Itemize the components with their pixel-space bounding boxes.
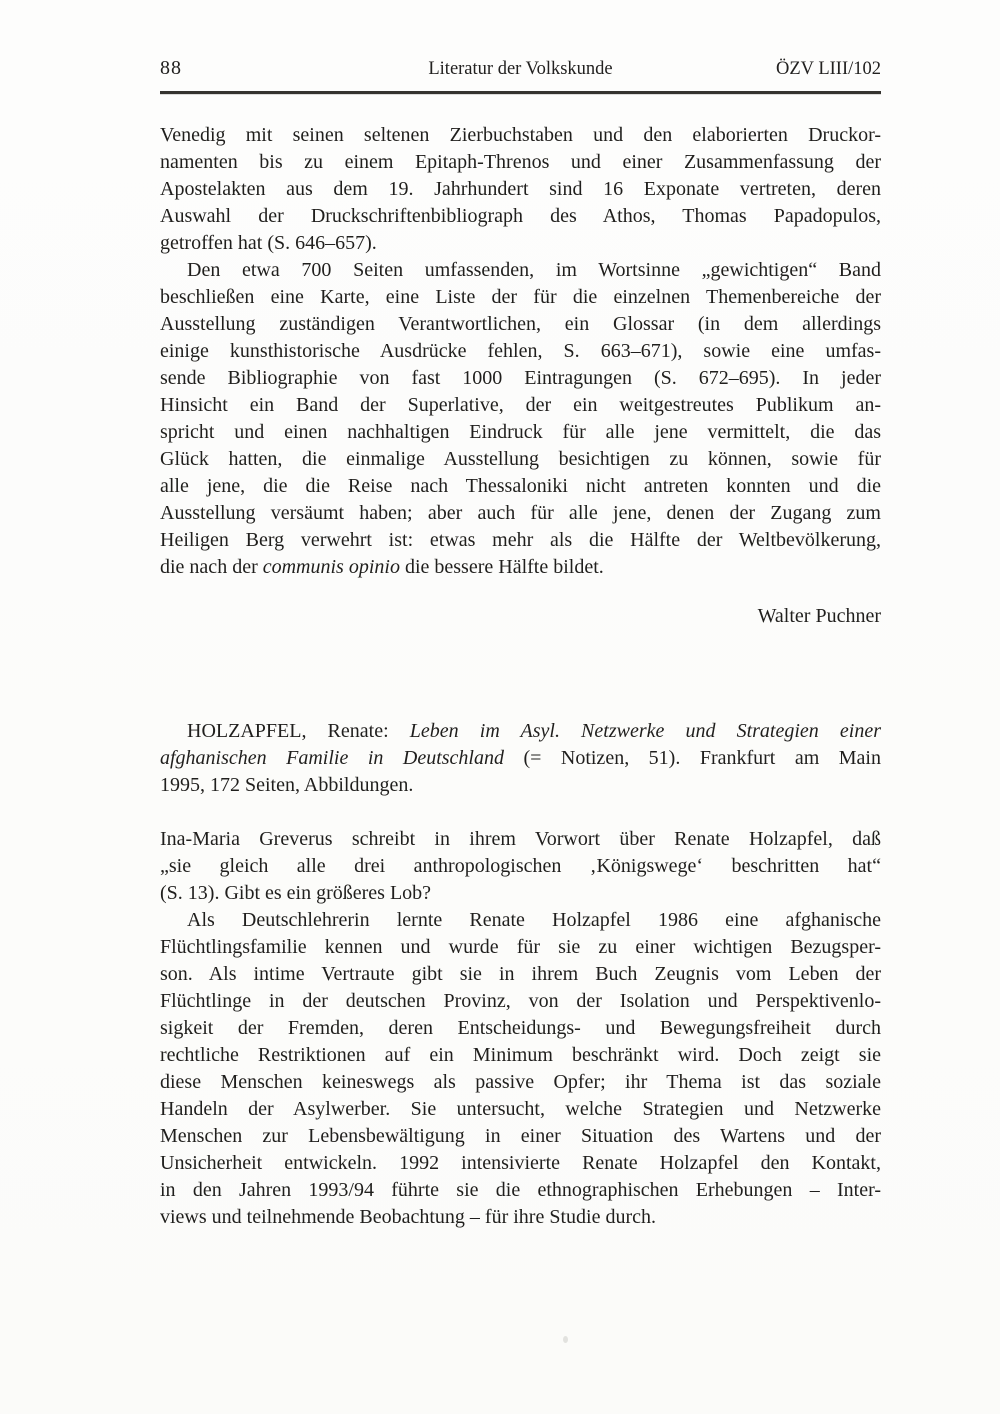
- text-line: [160, 1123, 881, 1150]
- review-intro: [160, 826, 881, 907]
- text-line: [160, 603, 881, 630]
- text-segment: beschließen eine Karte, eine Liste der für die einzelnen Themenbereiche der: [160, 285, 881, 308]
- text-segment: Apostelakten aus dem 19. Jahrhundert sind 16 Exponate vertreten, deren: [160, 177, 881, 200]
- text-segment: Flüchtlingsfamilie kennen und wurde für sie zu einer wichtigen Bezugsper-: [160, 935, 881, 958]
- running-title: Literatur der Volkskunde: [428, 59, 613, 79]
- page-header: [160, 56, 881, 80]
- text-line: [160, 1204, 881, 1231]
- text-line: [160, 907, 881, 934]
- text-segment: Unsicherheit entwickeln. 1992 intensivierte Renate Holzapfel den Kontakt,: [160, 1151, 881, 1174]
- text-segment: (= Notizen, 51). Frankfurt am Main: [503, 746, 881, 769]
- text-line: [160, 718, 881, 745]
- text-segment: sende Bibliographie von fast 1000 Eintragungen (S. 672–695). In jeder: [160, 366, 881, 389]
- text-line: [160, 826, 881, 853]
- text-line: [160, 500, 881, 527]
- text-segment: die nach der: [160, 555, 263, 578]
- text-line: [160, 149, 881, 176]
- text-line: [160, 1177, 881, 1204]
- text-line: [160, 392, 881, 419]
- text-segment: diese Menschen keineswegs als passive Opfer; ihr Thema ist das soziale: [160, 1070, 881, 1093]
- text-segment: son. Als intime Vertraute gibt sie in ihrem Buch Zeugnis vom Leben der: [160, 962, 881, 985]
- journal-reference: ÖZV LIII/102: [776, 59, 881, 79]
- text-line: [160, 338, 881, 365]
- italic-text-segment: afghanischen Familie in Deutschland: [160, 746, 504, 769]
- text-line: [160, 961, 881, 988]
- text-line: [160, 311, 881, 338]
- text-segment: 1995, 172 Seiten, Abbildungen.: [160, 773, 414, 796]
- text-line: [160, 365, 881, 392]
- text-line: [160, 419, 881, 446]
- text-segment: Heiligen Berg verwehrt ist: etwas mehr als die Hälfte der Weltbevölkerung,: [160, 528, 881, 551]
- text-segment: Ina-Maria Greverus schreibt in ihrem Vorwort über Renate Holzapfel, daß: [160, 827, 881, 850]
- text-segment: Walter Puchner: [757, 604, 881, 627]
- italic-text-segment: Leben im Asyl. Netzwerke und Strategien einer: [409, 719, 882, 742]
- text-segment: die bessere Hälfte bildet.: [399, 555, 604, 578]
- text-line: [160, 176, 881, 203]
- text-line: [160, 203, 881, 230]
- text-segment: Flüchtlinge in der deutschen Provinz, von der Isolation und Perspektivenlo-: [160, 989, 881, 1012]
- entry-holzapfel: [160, 718, 881, 799]
- text-line: [160, 1015, 881, 1042]
- text-column: [160, 56, 881, 1231]
- text-line: [160, 122, 881, 149]
- text-segment: „sie gleich alle drei anthropologischen ‚Königswege‘ beschritten hat“: [160, 854, 881, 877]
- text-line: [160, 880, 881, 907]
- text-segment: in den Jahren 1993/94 führte sie die ethnographischen Erhebungen – Inter-: [160, 1178, 881, 1201]
- text-segment: Glück hatten, die einmalige Ausstellung besichtigen zu können, sowie für: [160, 447, 881, 470]
- paragraph-venedig: [160, 122, 881, 257]
- review-main: [160, 907, 881, 1231]
- text-segment: HOLZAPFEL, Renate:: [187, 719, 410, 742]
- text-segment: einige kunsthistorische Ausdrücke fehlen, S. 663–671), sowie eine umfas-: [160, 339, 881, 362]
- page-body: [160, 122, 881, 1231]
- text-line: [160, 853, 881, 880]
- text-segment: Venedig mit seinen seltenen Zierbuchstaben und den elaborierten Druckor-: [160, 123, 881, 146]
- text-line: [160, 230, 881, 257]
- text-segment: Auswahl der Druckschriftenbibliograph des Athos, Thomas Papadopulos,: [160, 204, 881, 227]
- text-line: [160, 1096, 881, 1123]
- text-segment: alle jene, die die Reise nach Thessaloniki nicht antreten konnten und die: [160, 474, 881, 497]
- text-segment: Handeln der Asylwerber. Sie untersucht, welche Strategien und Netzwerke: [160, 1097, 881, 1120]
- text-line: [160, 284, 881, 311]
- italic-text-segment: communis opinio: [262, 555, 400, 578]
- text-line: [160, 1042, 881, 1069]
- text-line: [160, 934, 881, 961]
- paragraph-den-etwa: [160, 257, 881, 581]
- text-segment: Menschen zur Lebensbewältigung in einer Situation des Wartens und der: [160, 1124, 881, 1147]
- text-segment: sigkeit der Fremden, deren Entscheidungs- und Bewegungsfreiheit durch: [160, 1016, 881, 1039]
- text-segment: Hinsicht ein Band der Superlative, der ein weitgestreutes Publikum an-: [160, 393, 881, 416]
- text-segment: Den etwa 700 Seiten umfassenden, im Wortsinne „gewichtigen“ Band: [187, 258, 881, 281]
- text-segment: (S. 13). Gibt es ein größeres Lob?: [160, 881, 432, 904]
- text-segment: getroffen hat (S. 646–657).: [160, 231, 377, 254]
- text-line: [160, 1069, 881, 1096]
- header-rule: [160, 91, 881, 94]
- text-segment: rechtliche Restriktionen auf ein Minimum beschränkt wird. Doch zeigt sie: [160, 1043, 881, 1066]
- text-line: [160, 745, 881, 772]
- text-line: [160, 257, 881, 284]
- signature: [160, 603, 881, 630]
- text-segment: namenten bis zu einem Epitaph-Threnos und einer Zusammenfassung der: [160, 150, 881, 173]
- page-number: 88: [160, 57, 182, 79]
- text-line: [160, 527, 881, 554]
- text-line: [160, 988, 881, 1015]
- scan-artifact: [563, 1336, 568, 1343]
- text-segment: Als Deutschlehrerin lernte Renate Holzapfel 1986 eine afghanische: [187, 908, 881, 931]
- text-segment: views und teilnehmende Beobachtung – für ihre Studie durch.: [160, 1205, 656, 1228]
- text-segment: Ausstellung versäumt haben; aber auch für alle jene, denen der Zugang zum: [160, 501, 881, 524]
- text-line: [160, 772, 881, 799]
- text-line: [160, 1150, 881, 1177]
- text-line: [160, 554, 881, 581]
- text-segment: Ausstellung zuständigen Verantwortlichen, ein Glossar (in dem allerdings: [160, 312, 881, 335]
- text-segment: spricht und einen nachhaltigen Eindruck für alle jene vermittelt, die das: [160, 420, 881, 443]
- text-line: [160, 446, 881, 473]
- text-line: [160, 473, 881, 500]
